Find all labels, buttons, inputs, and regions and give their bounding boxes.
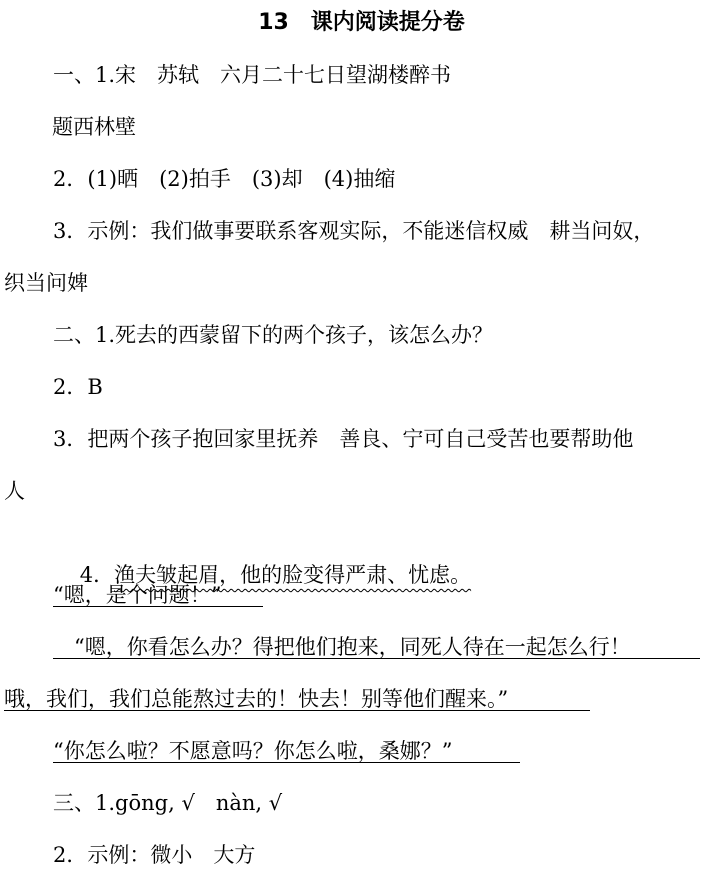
s1-q3-line1: 3．示例：我们做事要联系客观实际，不能迷信权威 耕当问奴， xyxy=(53,219,655,243)
s3-q2: 2．示例：微小 大方 xyxy=(53,843,256,867)
quote3-underline xyxy=(53,762,520,763)
s2-q4-quote2-line2: 哦，我们，我们总能熬过去的！快去！别等他们醒来。” xyxy=(4,687,509,711)
s2-q3-line2: 人 xyxy=(4,479,25,503)
quote2-underline-1 xyxy=(53,658,700,659)
quote2-underline-2 xyxy=(4,710,590,711)
s1-q1-line1: 一、1.宋 苏轼 六月二十七日望湖楼醉书 xyxy=(53,63,452,87)
s2-q4-wavy-answer: 渔夫皱起眉，他的脸变得严肃、忧虑。 xyxy=(114,563,472,587)
s2-q2: 2．B xyxy=(53,375,103,399)
s2-q1: 二、1.死去的西蒙留下的两个孩子，该怎么办？ xyxy=(53,323,494,347)
s2-q4-quote2-line1: __“嗯，你看怎么办？得把他们抱来，同死人待在一起怎么行！ xyxy=(53,635,631,659)
s2-q4-quote3: “你怎么啦？不愿意吗？你怎么啦，桑娜？” xyxy=(53,739,453,763)
s1-q2: 2．(1)晒 (2)拍手 (3)却 (4)抽缩 xyxy=(53,167,396,191)
s2-q4-quote1: “嗯，是个问题！” xyxy=(53,583,222,607)
s1-q3-line2: 织当问婢 xyxy=(4,271,88,295)
s2-q4-number: 4． xyxy=(79,563,115,587)
s1-q1-line2: 题西林壁 xyxy=(52,115,136,139)
s3-q1: 三、1.gōng, √ nàn, √ xyxy=(53,791,283,815)
page-title: 13 课内阅读提分卷 xyxy=(258,10,465,35)
s2-q3-line1: 3．把两个孩子抱回家里抚养 善良、宁可自己受苦也要帮助他 xyxy=(53,427,634,451)
quote1-underline xyxy=(53,606,263,607)
